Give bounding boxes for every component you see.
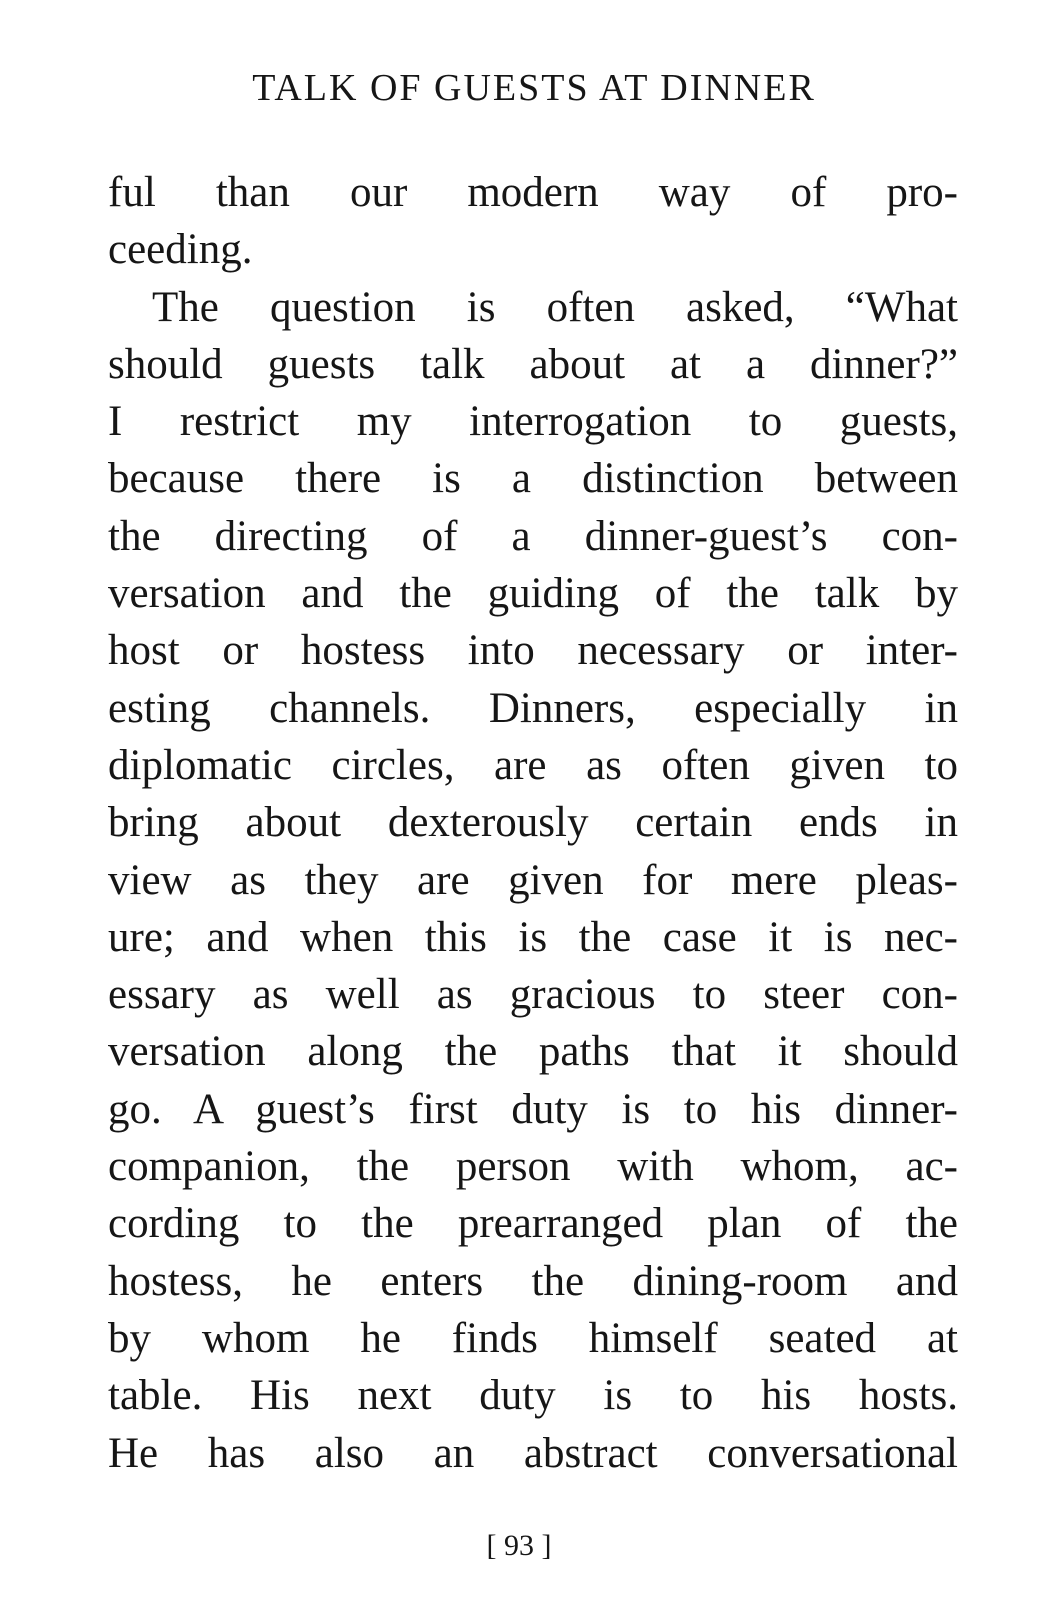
text-line: essary as well as gracious to steer con- bbox=[108, 971, 958, 1019]
text-line: versation along the paths that it should bbox=[108, 1028, 958, 1076]
text-line: esting channels. Dinners, especially in bbox=[108, 684, 958, 732]
text-line: because there is a distinction between bbox=[108, 455, 958, 503]
page-number: [ 93 ] bbox=[486, 1529, 552, 1562]
text-line: bring about dexterously certain ends in bbox=[108, 799, 958, 847]
text-line: I restrict my interrogation to guests, bbox=[108, 398, 958, 446]
text-line: the directing of a dinner-guest’s con- bbox=[108, 512, 958, 560]
text-line: hostess, he enters the dining-room and bbox=[108, 1257, 958, 1305]
body-text bbox=[108, 164, 958, 1482]
text-line: by whom he finds himself seated at bbox=[108, 1314, 958, 1362]
running-head: TALK OF GUESTS AT DINNER bbox=[252, 67, 816, 109]
text-line: ure; and when this is the case it is nec- bbox=[108, 913, 958, 961]
text-line: He has also an abstract conversational bbox=[108, 1429, 958, 1477]
text-line: versation and the guiding of the talk by bbox=[108, 570, 958, 618]
text-line: diplomatic circles, are as often given to bbox=[108, 741, 958, 789]
paragraph-first-line: The question is often asked, “What bbox=[152, 283, 958, 331]
text-line: ful than our modern way of pro- bbox=[108, 169, 958, 216]
text-line: companion, the person with whom, ac- bbox=[108, 1143, 958, 1191]
text-line: view as they are given for mere pleas- bbox=[108, 856, 958, 904]
text-line: cording to the prearranged plan of the bbox=[108, 1200, 958, 1248]
text-line: should guests talk about at a dinner?” bbox=[108, 340, 958, 388]
text-line: ceeding. bbox=[108, 226, 253, 274]
text-line: table. His next duty is to his hosts. bbox=[108, 1372, 958, 1420]
text-line: host or hostess into necessary or inter- bbox=[108, 627, 958, 675]
text-line: go. A guest’s first duty is to his dinner- bbox=[108, 1085, 958, 1133]
